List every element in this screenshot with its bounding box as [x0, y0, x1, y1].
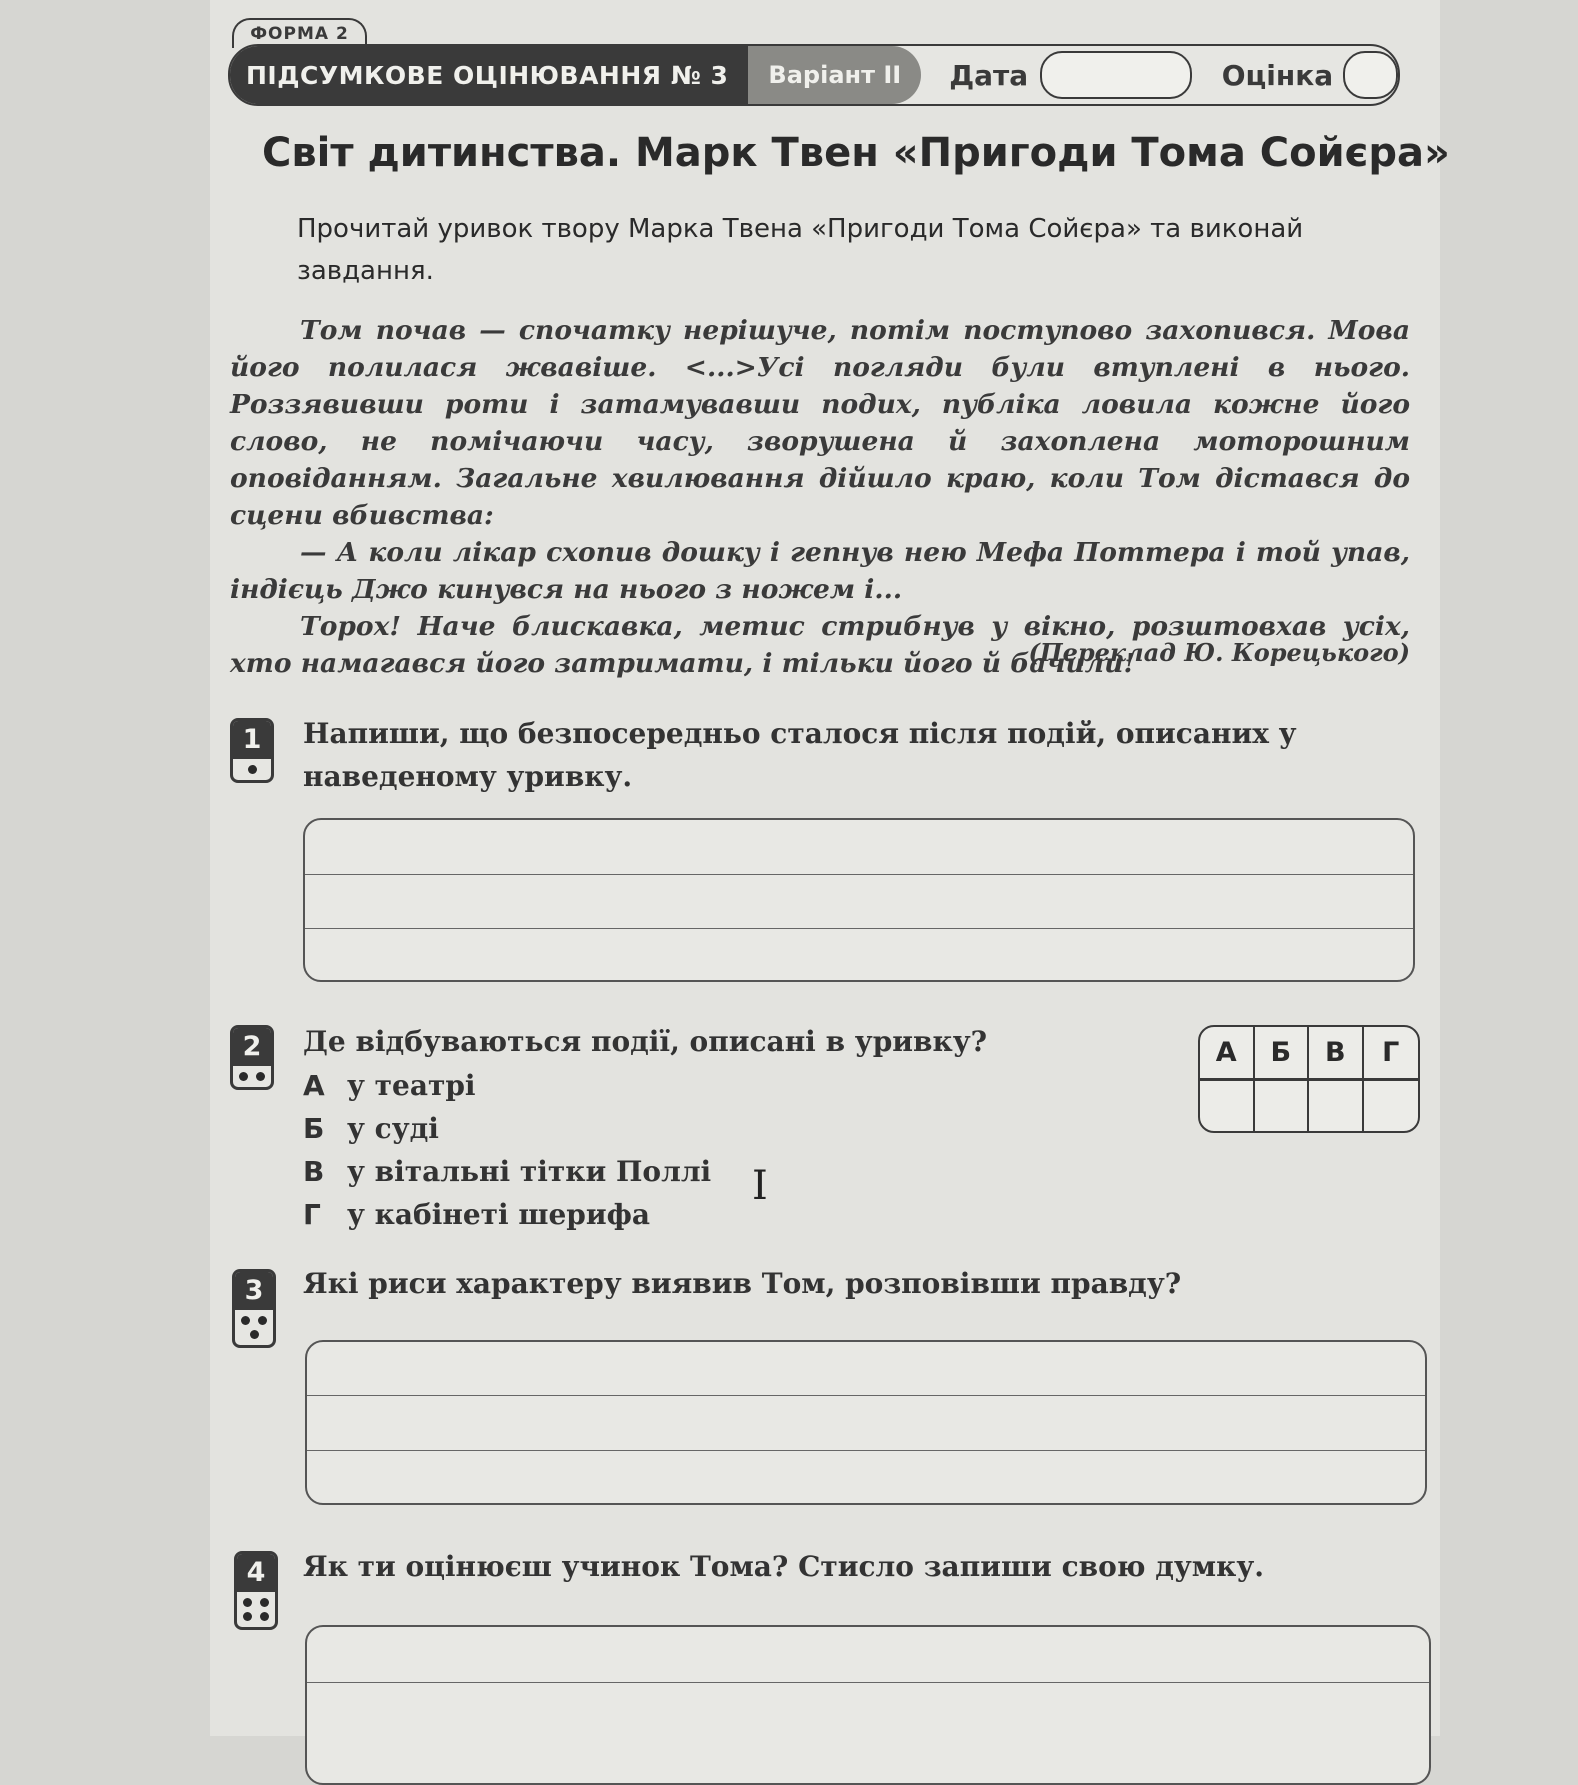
- task-badge-2: [230, 1025, 274, 1090]
- task-badge-1: [230, 718, 274, 783]
- task-number: 2: [233, 1028, 271, 1066]
- excerpt-paragraph: — А коли лікар схопив дошку і гепнув нею Мефа Поттера і той упав, індієць Джо кинувся на нього з ножем і...: [230, 537, 1410, 605]
- task-badge-4: [234, 1551, 278, 1630]
- header-bar: [228, 44, 1400, 106]
- date-field[interactable]: [1040, 51, 1192, 99]
- task-number: 4: [237, 1554, 275, 1592]
- task-badge-3: [232, 1269, 276, 1348]
- grid-cell-v[interactable]: [1309, 1081, 1364, 1131]
- text-cursor-icon: I: [752, 1163, 768, 1209]
- grid-cell-b[interactable]: [1255, 1081, 1310, 1131]
- task-points-icon: [237, 1592, 275, 1627]
- assessment-title: ПІДСУМКОВЕ ОЦІНЮВАННЯ № 3: [230, 46, 748, 104]
- grid-cell-a[interactable]: [1200, 1081, 1255, 1131]
- task-number: 1: [233, 721, 271, 759]
- date-label: Дата: [949, 58, 1029, 92]
- translator-credit: (Переклад Ю. Корецького): [1028, 638, 1410, 667]
- task-points-icon: [233, 1066, 271, 1087]
- option-a: А у театрі: [303, 1069, 476, 1102]
- task-points-icon: [235, 1310, 273, 1345]
- grade-field[interactable]: [1343, 51, 1398, 99]
- intro-text: Прочитай уривок твору Марка Твена «Пригоди Тома Сойєра» та виконай завдання.: [297, 214, 1304, 286]
- grid-cell-g[interactable]: [1364, 1081, 1419, 1131]
- grid-header-a: А: [1200, 1027, 1255, 1081]
- variant-label: Варіант ІІ: [748, 46, 921, 104]
- answer-grid: [1198, 1025, 1420, 1133]
- excerpt-paragraph: Том почав — спочатку нерішуче, потім поступово захопився. Мова його полилася жвавіше. <...>Усі погляди були втуплені в нього. Роззявивши роти і затамувавши подих, публіка ловила кожне його слово, не помічаючи часу, зворушена й захоплена моторошним оповіданням. Загальне хвилювання дійшло краю, коли Том дістався до сцени вбивства:: [230, 315, 1410, 531]
- task-3-text: Які риси характеру виявив Том, розповівши правду?: [303, 1267, 1182, 1300]
- option-b: Б у суді: [303, 1112, 439, 1145]
- task-number: 3: [235, 1272, 273, 1310]
- task-points-icon: [233, 759, 271, 780]
- task-2-options: [303, 1064, 1103, 1236]
- task-2-text: Де відбуваються події, описані в уривку?: [303, 1025, 988, 1058]
- form-label: ФОРМА 2: [232, 18, 367, 48]
- task-1-answer-box[interactable]: [303, 818, 1415, 982]
- option-g: Г у кабінеті шерифа: [303, 1198, 651, 1231]
- page-title: Світ дитинства. Марк Твен «Пригоди Тома Сойєра»: [262, 130, 1450, 176]
- excerpt: [230, 312, 1410, 682]
- excerpt-paragraph: Торох! Наче блискавка, метис стрибнув у вікно, розштовхав усіх, хто намагався його затримати, і тільки його й бачили!: [230, 611, 1410, 679]
- task-3-answer-box[interactable]: [305, 1340, 1427, 1505]
- grid-header-g: Г: [1364, 1027, 1419, 1081]
- grid-header-v: В: [1309, 1027, 1364, 1081]
- task-1-text: Напиши, що безпосередньо сталося після подій, описаних у наведеному уривку.: [303, 717, 1297, 793]
- option-v: В у вітальні тітки Поллі: [303, 1155, 712, 1188]
- grid-header-b: Б: [1255, 1027, 1310, 1081]
- task-4-answer-box[interactable]: [305, 1625, 1431, 1785]
- grade-label: Оцінка: [1221, 58, 1334, 92]
- task-4-text: Як ти оцінюєш учинок Тома? Стисло запиши свою думку.: [303, 1550, 1265, 1583]
